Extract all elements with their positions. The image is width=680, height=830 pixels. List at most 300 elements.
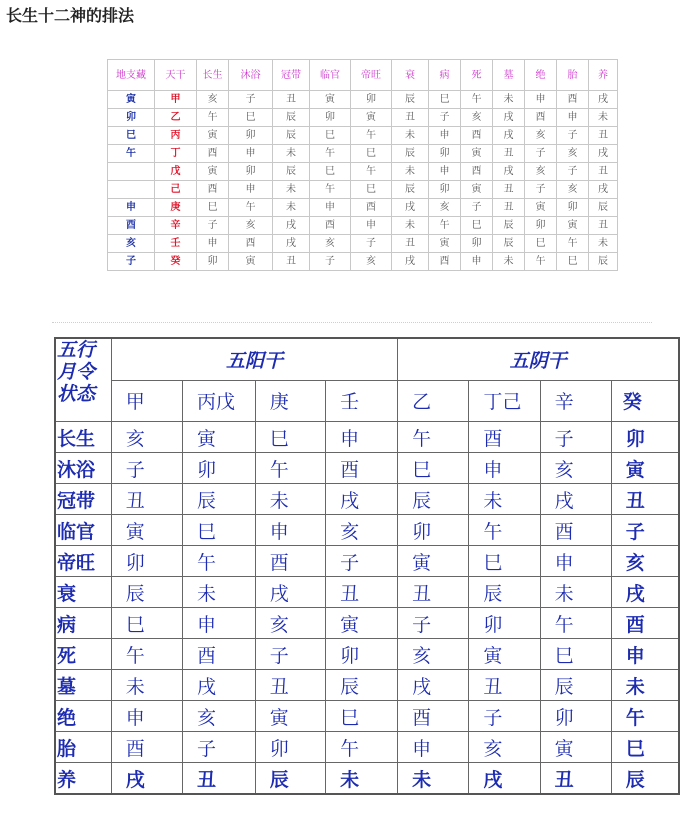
table-cell: 未	[273, 181, 310, 199]
table-cell: 午	[351, 127, 392, 145]
state-label: 长生	[55, 422, 111, 453]
table-cell: 酉	[525, 109, 557, 127]
table-cell: 申	[611, 639, 679, 670]
table-cell: 卯	[557, 199, 589, 217]
table-row	[108, 91, 618, 109]
table-cell: 卯	[182, 453, 255, 484]
table-cell: 戌	[589, 145, 618, 163]
table-cell: 卯	[398, 515, 469, 546]
table-cell: 戌	[589, 91, 618, 109]
dizhi-cell: 巳	[108, 127, 155, 145]
table-cell: 酉	[197, 145, 229, 163]
state-label: 绝	[55, 701, 111, 732]
column-header: 胎	[557, 60, 589, 91]
divider	[52, 322, 652, 323]
table-cell: 卯	[469, 608, 540, 639]
state-label: 墓	[55, 670, 111, 701]
table-cell: 巳	[310, 127, 351, 145]
changsheng-table-large	[54, 337, 680, 795]
gan-header: 丙戊	[182, 380, 255, 422]
dizhi-cell: 申	[108, 199, 155, 217]
gan-header: 癸	[611, 380, 679, 422]
table-cell: 丑	[493, 199, 525, 217]
table-cell: 寅	[326, 608, 398, 639]
table-cell: 亥	[255, 608, 325, 639]
table-cell: 午	[197, 109, 229, 127]
table-cell: 卯	[429, 181, 461, 199]
table-cell: 丑	[540, 763, 611, 795]
table-row	[55, 670, 679, 701]
state-label: 沐浴	[55, 453, 111, 484]
table-cell: 酉	[310, 217, 351, 235]
table-cell: 亥	[540, 453, 611, 484]
table-cell: 亥	[182, 701, 255, 732]
table-cell: 午	[557, 235, 589, 253]
table-cell: 亥	[525, 127, 557, 145]
table-row	[55, 763, 679, 795]
table-cell: 寅	[111, 515, 182, 546]
table-cell: 酉	[351, 199, 392, 217]
table-cell: 巳	[310, 163, 351, 181]
tiangan-cell: 戊	[155, 163, 197, 181]
table-cell: 戌	[493, 109, 525, 127]
table-cell: 酉	[255, 546, 325, 577]
dizhi-cell: 卯	[108, 109, 155, 127]
table-cell: 辰	[611, 763, 679, 795]
gan-header: 甲	[111, 380, 182, 422]
table-cell: 寅	[461, 145, 493, 163]
table-cell: 子	[540, 422, 611, 453]
table-cell: 亥	[111, 422, 182, 453]
table-cell: 巳	[255, 422, 325, 453]
table-cell: 寅	[429, 235, 461, 253]
table-cell: 寅	[540, 732, 611, 763]
table-cell: 申	[111, 701, 182, 732]
table-cell: 午	[255, 453, 325, 484]
dizhi-cell: 子	[108, 253, 155, 271]
table-cell: 丑	[273, 91, 310, 109]
table-cell: 未	[273, 199, 310, 217]
column-header: 地支藏	[108, 60, 155, 91]
table-cell: 丑	[493, 181, 525, 199]
tiangan-cell: 壬	[155, 235, 197, 253]
table-cell: 申	[229, 181, 273, 199]
table-row	[108, 199, 618, 217]
table-row	[108, 253, 618, 271]
table-row	[108, 181, 618, 199]
state-label: 养	[55, 763, 111, 795]
table-cell: 申	[197, 235, 229, 253]
table-cell: 辰	[392, 181, 429, 199]
table-cell: 戌	[273, 217, 310, 235]
table-cell: 申	[326, 422, 398, 453]
table-cell: 酉	[398, 701, 469, 732]
table-cell: 巳	[540, 639, 611, 670]
state-label: 胎	[55, 732, 111, 763]
table-cell: 戌	[392, 253, 429, 271]
table-cell: 未	[255, 484, 325, 515]
table-cell: 巳	[326, 701, 398, 732]
table-cell: 子	[461, 199, 493, 217]
table-row	[108, 109, 618, 127]
table-cell: 子	[111, 453, 182, 484]
table-cell: 寅	[197, 163, 229, 181]
table-cell: 子	[255, 639, 325, 670]
column-header: 长生	[197, 60, 229, 91]
table-row	[55, 453, 679, 484]
table-cell: 戌	[611, 577, 679, 608]
tiangan-cell: 癸	[155, 253, 197, 271]
table-row	[55, 422, 679, 453]
table-cell: 酉	[540, 515, 611, 546]
table-cell: 午	[469, 515, 540, 546]
dizhi-cell: 亥	[108, 235, 155, 253]
table-cell: 寅	[611, 453, 679, 484]
table-cell: 酉	[111, 732, 182, 763]
table-cell: 子	[611, 515, 679, 546]
table-cell: 寅	[255, 701, 325, 732]
table-cell: 子	[557, 163, 589, 181]
state-label: 死	[55, 639, 111, 670]
gan-header: 壬	[326, 380, 398, 422]
table-row	[55, 577, 679, 608]
changsheng-table-small	[107, 59, 618, 271]
column-header: 养	[589, 60, 618, 91]
table-cell: 酉	[557, 91, 589, 109]
table-row	[108, 127, 618, 145]
table-cell: 未	[392, 217, 429, 235]
table-cell: 戌	[493, 163, 525, 181]
table-cell: 卯	[255, 732, 325, 763]
table-cell: 子	[398, 608, 469, 639]
table-cell: 未	[611, 670, 679, 701]
table-cell: 午	[326, 732, 398, 763]
column-header: 墓	[493, 60, 525, 91]
table-cell: 未	[326, 763, 398, 795]
dizhi-cell	[108, 163, 155, 181]
table-cell: 亥	[326, 515, 398, 546]
table-cell: 卯	[229, 127, 273, 145]
dizhi-cell: 午	[108, 145, 155, 163]
state-label: 帝旺	[55, 546, 111, 577]
column-header: 帝旺	[351, 60, 392, 91]
table-cell: 寅	[525, 199, 557, 217]
tiangan-cell: 甲	[155, 91, 197, 109]
table-row	[108, 145, 618, 163]
table-cell: 巳	[461, 217, 493, 235]
corner-line: 状态	[57, 383, 96, 405]
table-cell: 寅	[461, 181, 493, 199]
column-header: 冠带	[273, 60, 310, 91]
table-cell: 巳	[351, 145, 392, 163]
table-cell: 卯	[540, 701, 611, 732]
yang-gan-header: 五阳干	[111, 338, 397, 380]
table-cell: 丑	[589, 163, 618, 181]
table-cell: 子	[182, 732, 255, 763]
table-cell: 丑	[611, 484, 679, 515]
dizhi-cell: 酉	[108, 217, 155, 235]
table-cell: 巳	[197, 199, 229, 217]
table-cell: 辰	[392, 145, 429, 163]
table-cell: 戌	[273, 235, 310, 253]
table-cell: 酉	[461, 163, 493, 181]
table-cell: 辰	[326, 670, 398, 701]
table-cell: 戌	[589, 181, 618, 199]
table-cell: 寅	[557, 217, 589, 235]
table-cell: 亥	[525, 163, 557, 181]
table-cell: 申	[540, 546, 611, 577]
dizhi-cell	[108, 181, 155, 199]
table-row	[108, 217, 618, 235]
table-row	[55, 515, 679, 546]
table-cell: 寅	[182, 422, 255, 453]
table-cell: 辰	[589, 199, 618, 217]
table-cell: 卯	[326, 639, 398, 670]
table-cell: 辰	[255, 763, 325, 795]
tiangan-cell: 乙	[155, 109, 197, 127]
table-cell: 戌	[493, 127, 525, 145]
table-cell: 午	[398, 422, 469, 453]
table-cell: 丑	[326, 577, 398, 608]
table-cell: 丑	[398, 577, 469, 608]
gan-header: 庚	[255, 380, 325, 422]
table-cell: 酉	[182, 639, 255, 670]
table-cell: 辰	[469, 577, 540, 608]
table-cell: 卯	[461, 235, 493, 253]
table-cell: 戌	[392, 199, 429, 217]
table-cell: 卯	[111, 546, 182, 577]
table-cell: 巳	[351, 181, 392, 199]
table-cell: 酉	[429, 253, 461, 271]
table-cell: 午	[310, 181, 351, 199]
table-cell: 巳	[182, 515, 255, 546]
table-cell: 巳	[611, 732, 679, 763]
table-cell: 申	[351, 217, 392, 235]
table-cell: 未	[589, 109, 618, 127]
table-row	[55, 608, 679, 639]
table-cell: 申	[557, 109, 589, 127]
table-cell: 卯	[525, 217, 557, 235]
table-cell: 丑	[493, 145, 525, 163]
table-cell: 戌	[255, 577, 325, 608]
table-cell: 子	[310, 253, 351, 271]
table-cell: 巳	[469, 546, 540, 577]
table-cell: 未	[182, 577, 255, 608]
table-cell: 丑	[469, 670, 540, 701]
state-label: 临官	[55, 515, 111, 546]
table-row	[108, 163, 618, 181]
table-cell: 戌	[111, 763, 182, 795]
table-cell: 辰	[111, 577, 182, 608]
table-cell: 亥	[351, 253, 392, 271]
table-cell: 辰	[392, 91, 429, 109]
table-cell: 酉	[197, 181, 229, 199]
table-cell: 卯	[197, 253, 229, 271]
table-cell: 未	[111, 670, 182, 701]
corner-label	[55, 338, 111, 422]
page-title: 长生十二神的排法	[6, 6, 135, 25]
table-cell: 亥	[557, 145, 589, 163]
table-cell: 戌	[398, 670, 469, 701]
table-cell: 丑	[589, 127, 618, 145]
table-cell: 申	[398, 732, 469, 763]
table-cell: 巳	[525, 235, 557, 253]
table-cell: 未	[398, 763, 469, 795]
table-cell: 午	[429, 217, 461, 235]
table-cell: 卯	[611, 422, 679, 453]
table-header-row	[108, 60, 618, 91]
tiangan-cell: 丁	[155, 145, 197, 163]
table-cell: 辰	[493, 235, 525, 253]
table-cell: 申	[182, 608, 255, 639]
gan-header: 辛	[540, 380, 611, 422]
column-header: 病	[429, 60, 461, 91]
table-cell: 寅	[398, 546, 469, 577]
table-row	[55, 639, 679, 670]
corner-line: 月令	[57, 361, 96, 383]
table-cell: 午	[540, 608, 611, 639]
table-cell: 辰	[273, 163, 310, 181]
table-cell: 亥	[229, 217, 273, 235]
table-cell: 未	[273, 145, 310, 163]
table-cell: 寅	[351, 109, 392, 127]
table-cell: 寅	[229, 253, 273, 271]
table-cell: 卯	[351, 91, 392, 109]
table-cell: 午	[229, 199, 273, 217]
table-cell: 申	[525, 91, 557, 109]
tiangan-cell: 庚	[155, 199, 197, 217]
table-cell: 子	[326, 546, 398, 577]
table-cell: 酉	[326, 453, 398, 484]
table-cell: 亥	[469, 732, 540, 763]
tiangan-cell: 己	[155, 181, 197, 199]
table-cell: 未	[540, 577, 611, 608]
table-cell: 巳	[111, 608, 182, 639]
table-cell: 子	[229, 91, 273, 109]
table-cell: 寅	[310, 91, 351, 109]
table-cell: 未	[392, 163, 429, 181]
table-cell: 巳	[557, 253, 589, 271]
table-row	[55, 546, 679, 577]
tiangan-cell: 丙	[155, 127, 197, 145]
table-cell: 丑	[182, 763, 255, 795]
table-cell: 辰	[273, 127, 310, 145]
tiangan-cell: 辛	[155, 217, 197, 235]
table-row	[55, 484, 679, 515]
table-cell: 戌	[540, 484, 611, 515]
table-cell: 丑	[589, 217, 618, 235]
table-cell: 亥	[197, 91, 229, 109]
table-cell: 寅	[469, 639, 540, 670]
table-cell: 丑	[273, 253, 310, 271]
table-cell: 子	[557, 127, 589, 145]
table-cell: 卯	[229, 163, 273, 181]
table-cell: 未	[493, 91, 525, 109]
table-cell: 子	[469, 701, 540, 732]
column-header: 死	[461, 60, 493, 91]
table-cell: 卯	[429, 145, 461, 163]
table-gan-row	[55, 380, 679, 422]
table-cell: 子	[429, 109, 461, 127]
table-cell: 申	[310, 199, 351, 217]
table-cell: 酉	[229, 235, 273, 253]
table-cell: 申	[469, 453, 540, 484]
table-cell: 未	[392, 127, 429, 145]
table-cell: 辰	[540, 670, 611, 701]
table-cell: 辰	[589, 253, 618, 271]
table-cell: 戌	[469, 763, 540, 795]
state-label: 衰	[55, 577, 111, 608]
table-cell: 卯	[310, 109, 351, 127]
table-cell: 未	[493, 253, 525, 271]
table-row	[108, 235, 618, 253]
table-cell: 午	[351, 163, 392, 181]
table-cell: 戌	[326, 484, 398, 515]
table-cell: 戌	[182, 670, 255, 701]
yin-gan-header: 五阴干	[398, 338, 679, 380]
column-header: 临官	[310, 60, 351, 91]
table-cell: 午	[525, 253, 557, 271]
table-cell: 酉	[469, 422, 540, 453]
table-cell: 辰	[398, 484, 469, 515]
table-cell: 子	[525, 145, 557, 163]
table-cell: 申	[255, 515, 325, 546]
table-cell: 寅	[197, 127, 229, 145]
table-cell: 亥	[611, 546, 679, 577]
column-header: 绝	[525, 60, 557, 91]
table-cell: 午	[111, 639, 182, 670]
state-label: 冠带	[55, 484, 111, 515]
column-header: 衰	[392, 60, 429, 91]
table-cell: 丑	[255, 670, 325, 701]
corner-line: 五行	[57, 339, 96, 361]
gan-header: 丁己	[469, 380, 540, 422]
table-cell: 辰	[273, 109, 310, 127]
table-cell: 午	[310, 145, 351, 163]
table-cell: 子	[525, 181, 557, 199]
table-cell: 亥	[310, 235, 351, 253]
table-cell: 申	[461, 253, 493, 271]
table-cell: 巳	[398, 453, 469, 484]
table-row	[55, 732, 679, 763]
gan-header: 乙	[398, 380, 469, 422]
table-cell: 辰	[493, 217, 525, 235]
table-cell: 申	[429, 163, 461, 181]
table-cell: 亥	[429, 199, 461, 217]
table-cell: 酉	[611, 608, 679, 639]
table-cell: 午	[461, 91, 493, 109]
table-cell: 辰	[182, 484, 255, 515]
table-cell: 申	[229, 145, 273, 163]
table-cell: 丑	[111, 484, 182, 515]
table-cell: 午	[611, 701, 679, 732]
table-cell: 亥	[398, 639, 469, 670]
table-group-row	[55, 338, 679, 380]
table-cell: 巳	[229, 109, 273, 127]
table-cell: 丑	[392, 235, 429, 253]
table-cell: 亥	[461, 109, 493, 127]
table-cell: 未	[469, 484, 540, 515]
table-cell: 未	[589, 235, 618, 253]
table-cell: 子	[351, 235, 392, 253]
state-label: 病	[55, 608, 111, 639]
table-cell: 申	[429, 127, 461, 145]
table-cell: 子	[197, 217, 229, 235]
column-header: 沐浴	[229, 60, 273, 91]
table-row	[55, 701, 679, 732]
table-cell: 亥	[557, 181, 589, 199]
column-header: 天干	[155, 60, 197, 91]
